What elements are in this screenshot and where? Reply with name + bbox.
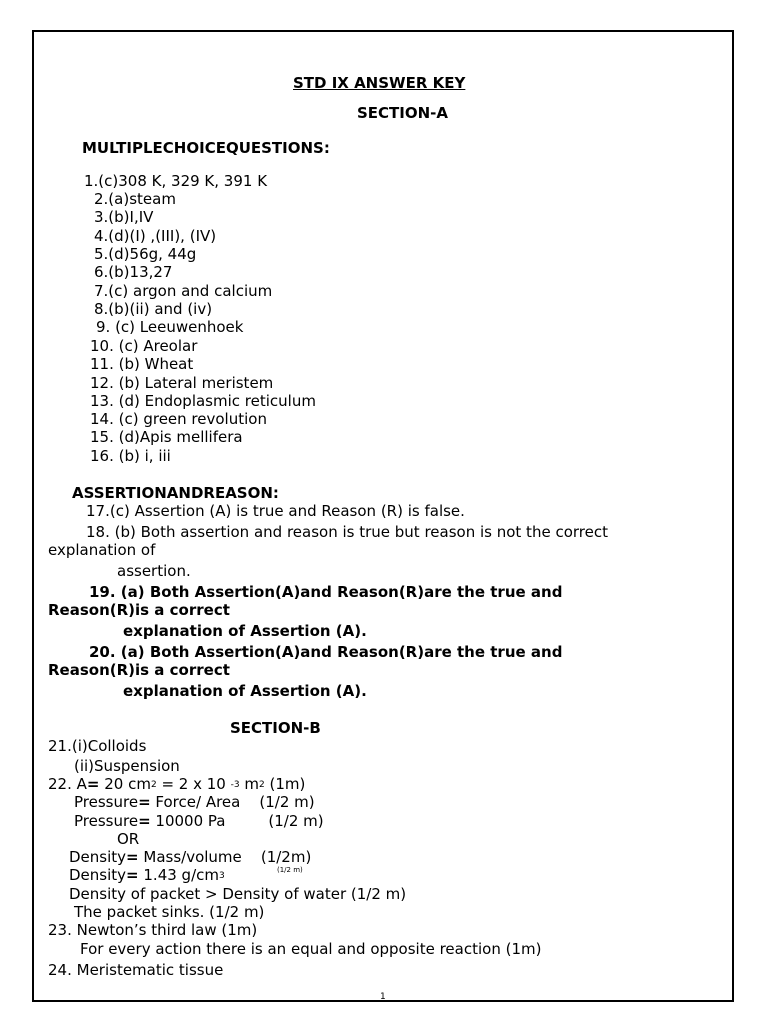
answer-5: 5.(d)56g, 44g xyxy=(94,245,197,263)
answer-10: 10. (c) Areolar xyxy=(90,337,198,355)
answer-19-line-3: explanation of Assertion (A). xyxy=(123,622,367,640)
answer-22-packet-density: Density of packet > Density of water (1/2 m) xyxy=(69,885,407,903)
answer-12: 12. (b) Lateral meristem xyxy=(90,374,274,392)
answer-20-line-2: Reason(R)is a correct xyxy=(48,661,230,679)
page-number: 1 xyxy=(380,992,386,1002)
answer-20-line-3: explanation of Assertion (A). xyxy=(123,682,367,700)
answer-14: 14. (c) green revolution xyxy=(90,410,267,428)
assertion-reason-heading: ASSERTIONANDREASON: xyxy=(72,484,279,502)
answer-22-density-value: Density= 1.43 $g/cm^3$ xyxy=(69,866,225,884)
answer-22-pressure-value: Pressure= 10000 Pa (1/2 m) xyxy=(74,812,324,830)
mcq-heading: MULTIPLECHOICEQUESTIONS: xyxy=(82,139,330,157)
answer-1: 1.(c)308 K, 329 K, 391 K xyxy=(84,172,268,190)
answer-22-pressure-formula: Pressure= Force/ Area (1/2 m) xyxy=(74,793,315,811)
answer-7: 7.(c) argon and calcium xyxy=(94,282,273,300)
answer-11: 11. (b) Wheat xyxy=(90,355,194,373)
document-title: STD IX ANSWER KEY xyxy=(293,74,466,92)
answer-22-packet-sinks: The packet sinks. (1/2 m) xyxy=(74,903,265,921)
answer-4: 4.(d)(I) ,(III), (IV) xyxy=(94,227,217,245)
answer-15: 15. (d)Apis mellifera xyxy=(90,428,243,446)
answer-21-line-2: (ii)Suspension xyxy=(74,757,180,775)
section-b-heading: SECTION-B xyxy=(230,719,321,737)
answer-20-line-1: 20. (a) Both Assertion(A)and Reason(R)are the true and xyxy=(89,643,563,661)
answer-22-or: OR xyxy=(117,830,140,848)
answer-18-line-3: assertion. xyxy=(117,562,191,580)
answer-24: 24. Meristematic tissue xyxy=(48,961,224,979)
answer-21-line-1: 21.(i)Colloids xyxy=(48,737,147,755)
answer-19-line-1: 19. (a) Both Assertion(A)and Reason(R)are the true and xyxy=(89,583,563,601)
answer-8: 8.(b)(ii) and (iv) xyxy=(94,300,213,318)
answer-22-density-formula: Density= Mass/volume (1/2m) xyxy=(69,848,312,866)
answer-3: 3.(b)I,IV xyxy=(94,208,154,226)
answer-23-line-2: For every action there is an equal and opposite reaction (1m) xyxy=(80,940,542,958)
answer-18-line-2: explanation of xyxy=(48,541,156,559)
answer-13: 13. (d) Endoplasmic reticulum xyxy=(90,392,316,410)
answer-2: 2.(a)steam xyxy=(94,190,176,208)
answer-17: 17.(c) Assertion (A) is true and Reason (R) is false. xyxy=(86,502,465,520)
answer-18-line-1: 18. (b) Both assertion and reason is true but reason is not the correct xyxy=(86,523,608,541)
answer-23-line-1: 23. Newton’s third law (1m) xyxy=(48,921,258,939)
answer-22-density-marks: (1/2 m) xyxy=(277,866,303,874)
answer-9: 9. (c) Leeuwenhoek xyxy=(96,318,244,336)
answer-16: 16. (b) i, iii xyxy=(90,447,171,465)
answer-6: 6.(b)13,27 xyxy=(94,263,173,281)
answer-22-area: 22. A= 20 $cm^2 = 2$ x 10 $^{-3}$ $m^2$ (1m) xyxy=(48,775,306,793)
section-a-heading: SECTION-A xyxy=(357,104,449,122)
answer-19-line-2: Reason(R)is a correct xyxy=(48,601,230,619)
